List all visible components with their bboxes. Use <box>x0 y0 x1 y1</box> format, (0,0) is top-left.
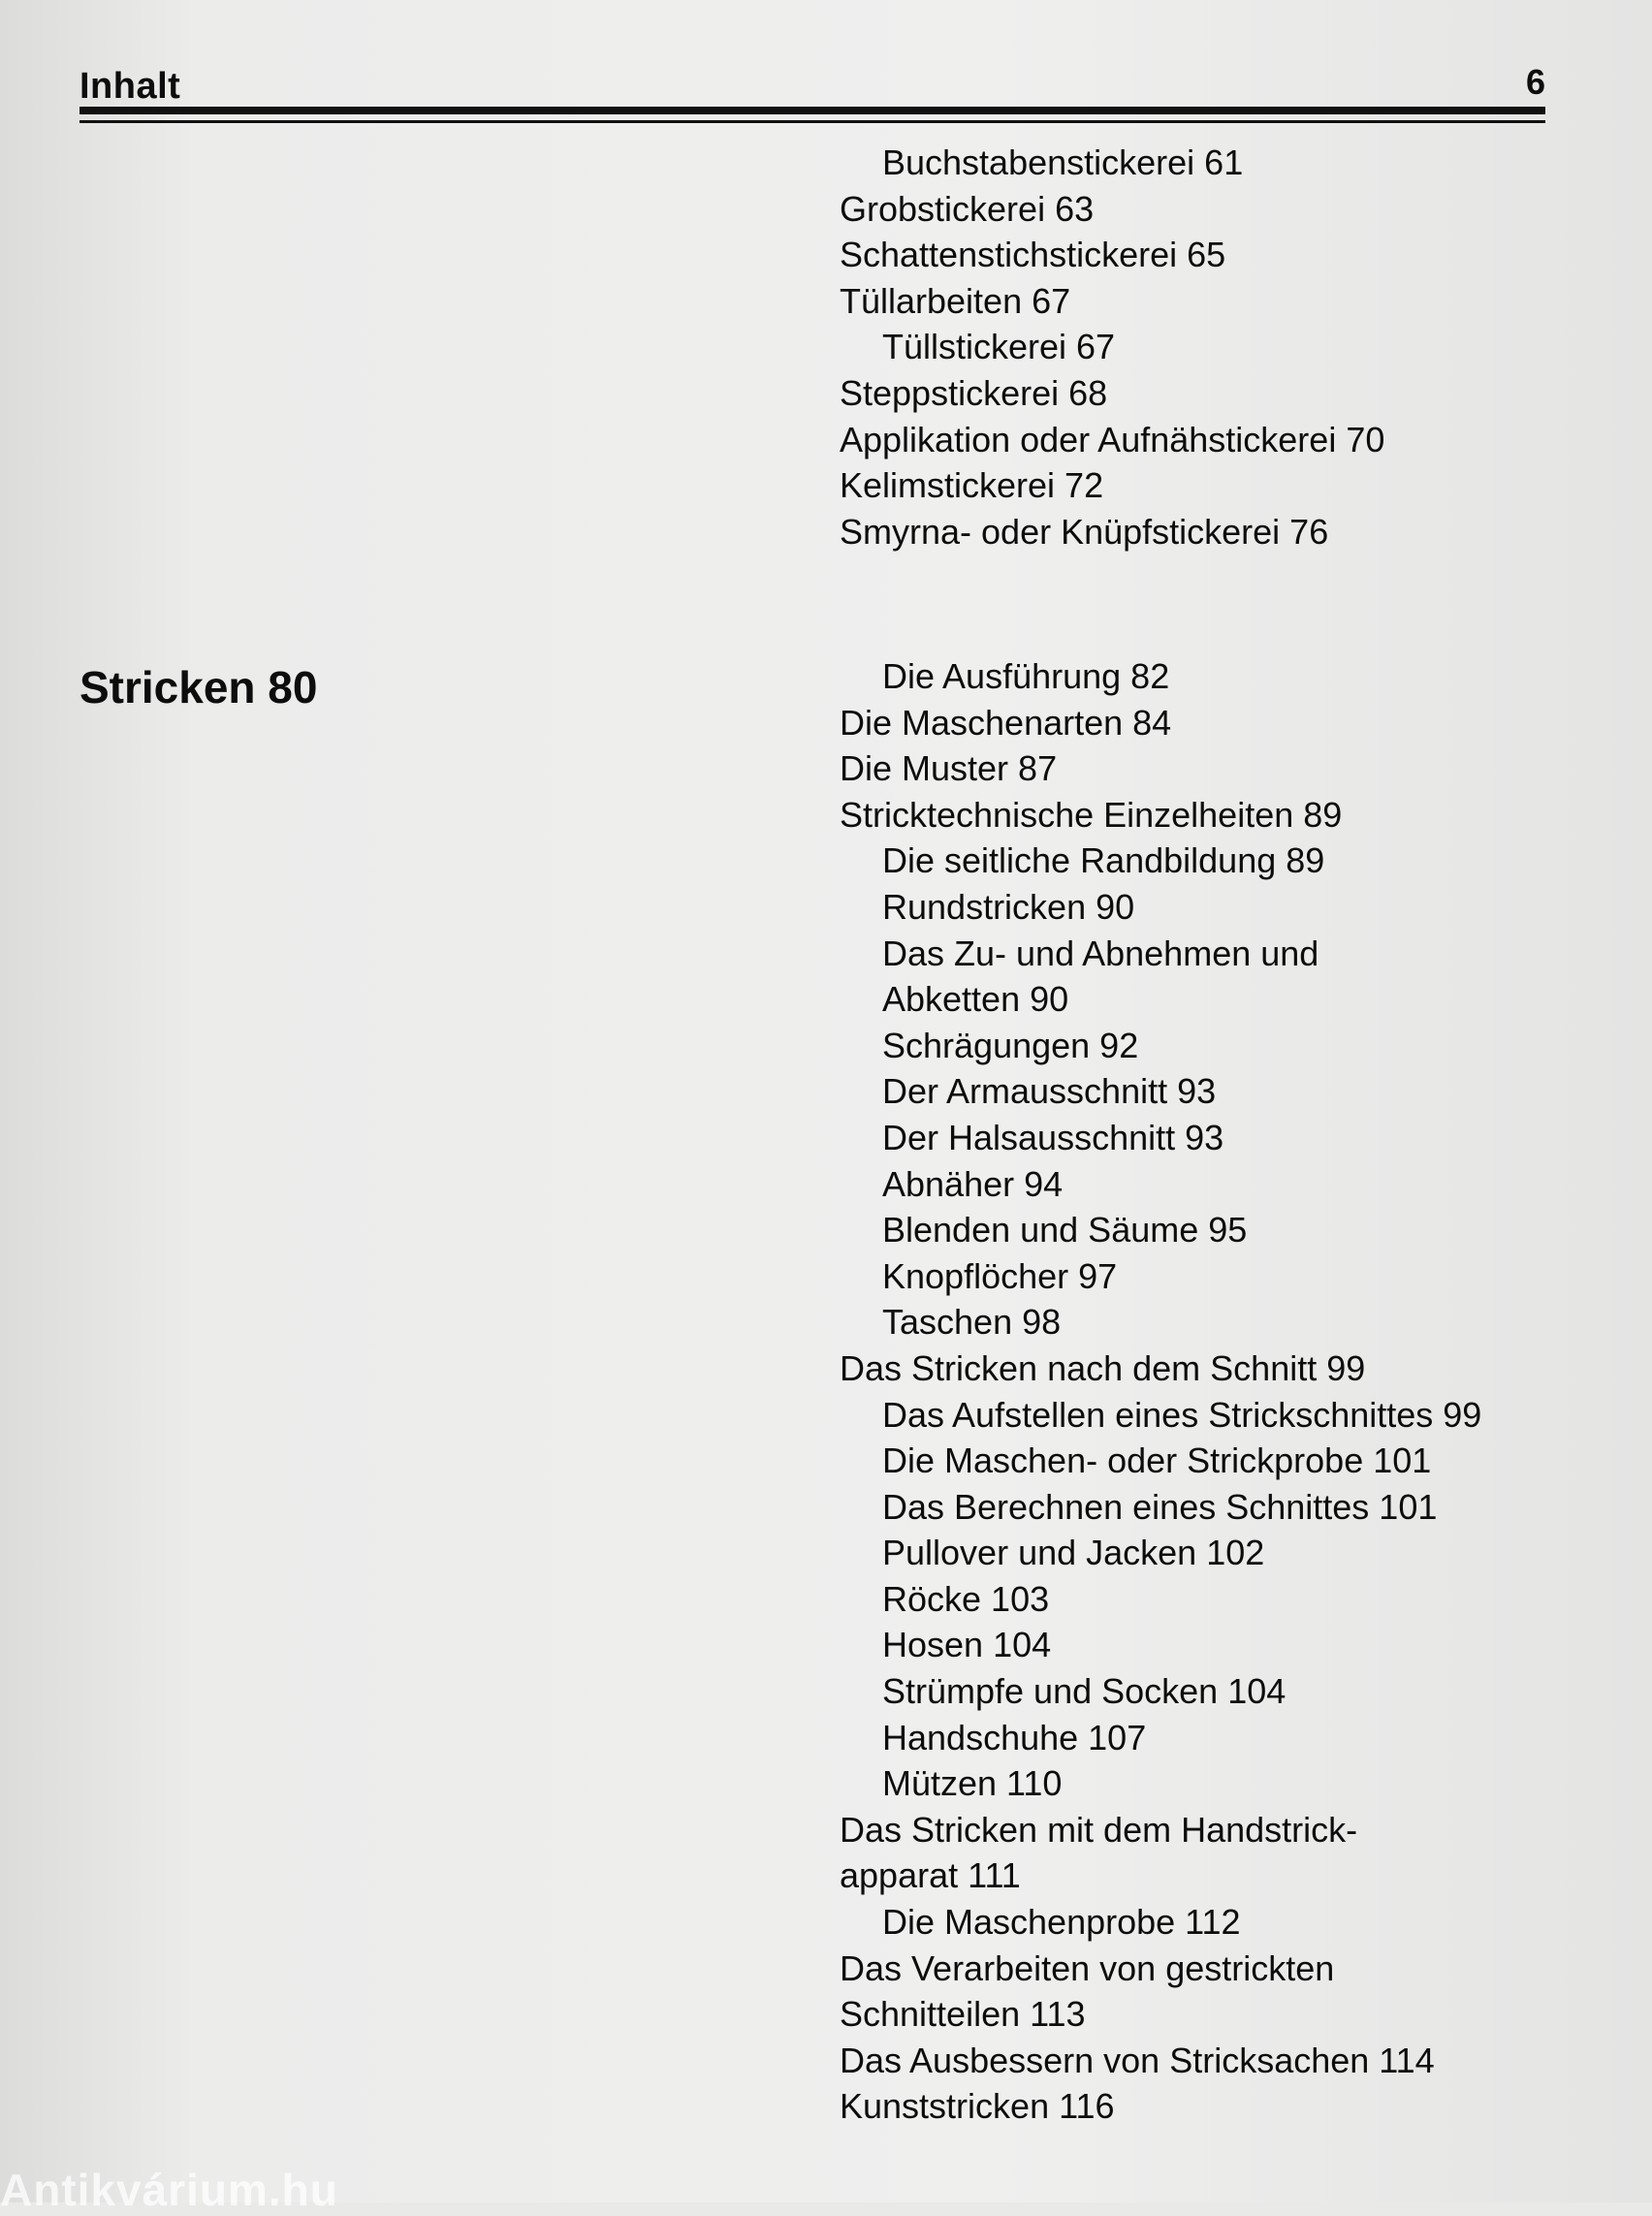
toc-entry: Buchstabenstickerei 61 <box>882 142 1244 182</box>
toc-entry: Tüllstickerei 67 <box>882 327 1116 367</box>
toc-entry: Abnäher 94 <box>882 1163 1064 1204</box>
toc-entry: Applikation oder Aufnähstickerei 70 <box>840 419 1385 459</box>
toc-entry: Das Berechnen eines Schnittes 101 <box>882 1486 1438 1527</box>
header-rule-thin <box>79 120 1545 123</box>
page-number: 6 <box>1525 62 1545 102</box>
toc-entry: Stricktechnische Einzelheiten 89 <box>840 794 1343 835</box>
toc-list-continued <box>840 140 1615 554</box>
toc-entry: Der Halsausschnitt 93 <box>882 1117 1224 1157</box>
toc-entry: Schnitteilen 113 <box>840 1994 1086 2035</box>
toc-entry: Grobstickerei 63 <box>840 188 1095 229</box>
toc-entry: Pullover und Jacken 102 <box>882 1533 1265 1573</box>
toc-entry: Röcke 103 <box>882 1578 1050 1619</box>
toc-entry: Das Stricken nach dem Schnitt 99 <box>840 1347 1366 1388</box>
toc-entry: Taschen 98 <box>882 1302 1062 1343</box>
toc-entry: Die Maschenarten 84 <box>840 702 1172 743</box>
toc-entry: Das Zu- und Abnehmen und <box>882 933 1319 973</box>
toc-entry: Hosen 104 <box>882 1625 1052 1665</box>
toc-entry: Abketten 90 <box>882 979 1069 1020</box>
toc-entry: Rundstricken 90 <box>882 886 1135 927</box>
toc-entry: Strümpfe und Socken 104 <box>882 1671 1287 1712</box>
toc-entry: Die seitliche Randbildung 89 <box>882 840 1325 881</box>
page-header <box>79 62 1545 130</box>
toc-entry: Handschuhe 107 <box>882 1717 1147 1757</box>
toc-entry: Schrägungen 92 <box>882 1025 1139 1065</box>
toc-entry: Die Muster 87 <box>840 748 1058 789</box>
section-heading: Stricken 80 <box>79 662 318 712</box>
header-rule-thick <box>79 107 1545 114</box>
toc-entry: Das Verarbeiten von gestrickten <box>840 1947 1335 1988</box>
toc-entry: Der Armausschnitt 93 <box>882 1071 1217 1112</box>
toc-entry: Blenden und Säume 95 <box>882 1210 1248 1250</box>
toc-entry: Schattenstichstickerei 65 <box>840 235 1226 275</box>
toc-entry: Knopflöcher 97 <box>882 1255 1118 1296</box>
toc-entry: Das Stricken mit dem Handstrick- <box>840 1809 1358 1850</box>
toc-entry: Die Maschen- oder Strickprobe 101 <box>882 1440 1432 1481</box>
toc-entry: Mützen 110 <box>882 1763 1063 1804</box>
toc-entry: apparat 111 <box>840 1855 1021 1896</box>
toc-entry: Tüllarbeiten 67 <box>840 280 1071 321</box>
toc-entry: Smyrna- oder Knüpfstickerei 76 <box>840 511 1329 552</box>
toc-list-stricken <box>840 653 1615 2130</box>
toc-entry: Kelimstickerei 72 <box>840 465 1104 506</box>
toc-entry: Kunststricken 116 <box>840 2086 1115 2127</box>
toc-entry: Die Maschenprobe 112 <box>882 1902 1241 1943</box>
toc-entry: Die Ausführung 82 <box>882 656 1170 696</box>
header-title: Inhalt <box>79 66 181 107</box>
toc-entry: Das Ausbessern von Stricksachen 114 <box>840 2040 1435 2080</box>
toc-entry: Steppstickerei 68 <box>840 372 1108 413</box>
toc-entry: Das Aufstellen eines Strickschnittes 99 <box>882 1394 1482 1435</box>
watermark-text: Antikvárium.hu <box>0 2165 338 2215</box>
